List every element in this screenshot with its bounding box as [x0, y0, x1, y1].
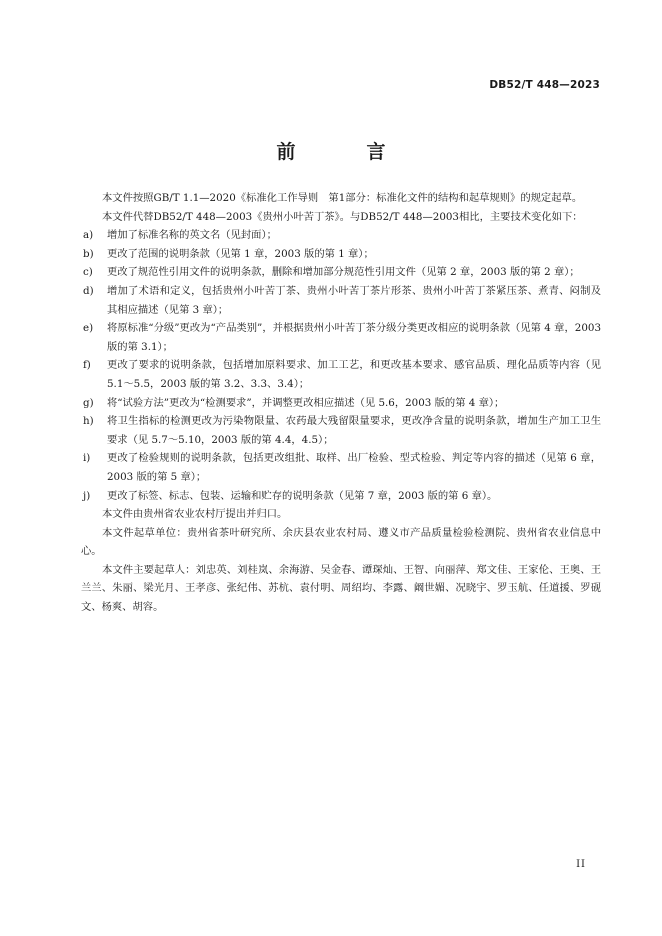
- list-item-text: 更改了范围的说明条款（见第 1 章，2003 版的第 1 章）；: [107, 247, 374, 260]
- page-number: II: [576, 859, 586, 870]
- intro-paragraph: 本文件代替DB52/T 448—2003《贵州小叶苦丁茶》。与DB52/T 448—2003相比，主要技术变化如下：: [102, 210, 583, 223]
- list-item: [81, 226, 601, 245]
- list-item: [81, 356, 601, 393]
- list-item: [81, 449, 601, 486]
- list-item-text: 将卫生指标的检测更改为污染物限量、农药最大残留限量要求，更改净含量的说明条款，增加生产加工卫生要求（见 5.7～5.10，2003 版的第 4.4，4.5）；: [107, 415, 601, 446]
- list-item-label: f): [83, 359, 91, 372]
- document-code: DB52/T 448—2023: [489, 79, 600, 91]
- proposer-paragraph: 本文件由贵州省农业农村厅提出并归口。: [102, 508, 288, 521]
- list-item: [81, 394, 601, 413]
- list-item-label: c): [83, 266, 93, 279]
- list-item: [81, 319, 601, 356]
- list-item: [81, 245, 601, 264]
- intro-paragraph: 本文件按照GB/T 1.1—2020《标准化工作导则 第1部分：标准化文件的结构和起草规则》的规定起草。: [102, 192, 583, 204]
- list-item-label: h): [83, 415, 94, 428]
- list-item-label: d): [83, 284, 94, 297]
- list-item: [81, 263, 601, 282]
- list-item: [81, 487, 601, 506]
- list-item-label: a): [83, 229, 94, 242]
- drafters-paragraph: 本文件主要起草人：刘忠英、刘桂岚、余海游、吴金春、谭琛灿、王智、向丽萍、郑文佳、王家伦、王奥、王兰兰、朱丽、梁光月、王孝彦、张纪伟、苏杭、袁付明、周绍均、李露、阚世媚、况晓宇、罗玉航、任道援、罗砚文、杨爽、胡容。: [81, 563, 601, 614]
- list-item-text: 增加了标准名称的英文名（见封面）；: [107, 229, 277, 242]
- list-item-label: j): [83, 489, 91, 502]
- list-item-text: 更改了规范性引用文件的说明条款，删除和增加部分规范性引用文件（见第 2 章，2003 版的第 2 章）；: [107, 266, 580, 279]
- list-item-label: g): [83, 396, 94, 409]
- list-item: [81, 282, 601, 319]
- list-item-text: 增加了术语和定义，包括贵州小叶苦丁茶、贵州小叶苦丁茶片形茶、贵州小叶苦丁茶紧压茶、煮青、闷制及其相应描述（见第 3 章）；: [107, 284, 601, 316]
- list-item-text: 更改了标签、标志、包装、运输和贮存的说明条款（见第 7 章，2003 版的第 6 章）。: [107, 489, 498, 502]
- list-item-label: e): [83, 322, 94, 335]
- list-item-text: 将原标准“分级”更改为“产品类别”，并根据贵州小叶苦丁茶分级分类更改相应的说明条款（见第 4 章，2003 版的第 3.1）；: [107, 322, 601, 353]
- list-item-label: i): [83, 452, 91, 465]
- page-title: 前 言: [276, 141, 412, 163]
- list-item-text: 更改了检验规则的说明条款，包括更改组批、取样、出厂检验、型式检验、判定等内容的描述（见第 6 章，2003 版的第 5 章）；: [107, 452, 601, 483]
- drafting-units-paragraph: 本文件起草单位：贵州省茶叶研究所、余庆县农业农村局、遵义市产品质量检验检测院、贵州省农业信息中心。: [81, 526, 601, 558]
- changes-list: [81, 226, 601, 505]
- list-item-text: 更改了要求的说明条款，包括增加原料要求、加工工艺，和更改基本要求、感官品质、理化品质等内容（见 5.1～5.5，2003 版的第 3.2、3.3、3.4）；: [107, 359, 601, 390]
- list-item-label: b): [83, 247, 94, 260]
- foreword-body: [81, 189, 601, 617]
- list-item-text: 将“试验方法”更改为“检测要求”，并调整更改相应描述（见 5.6，2003 版的第 4 章）；: [107, 396, 505, 409]
- list-item: [81, 412, 601, 449]
